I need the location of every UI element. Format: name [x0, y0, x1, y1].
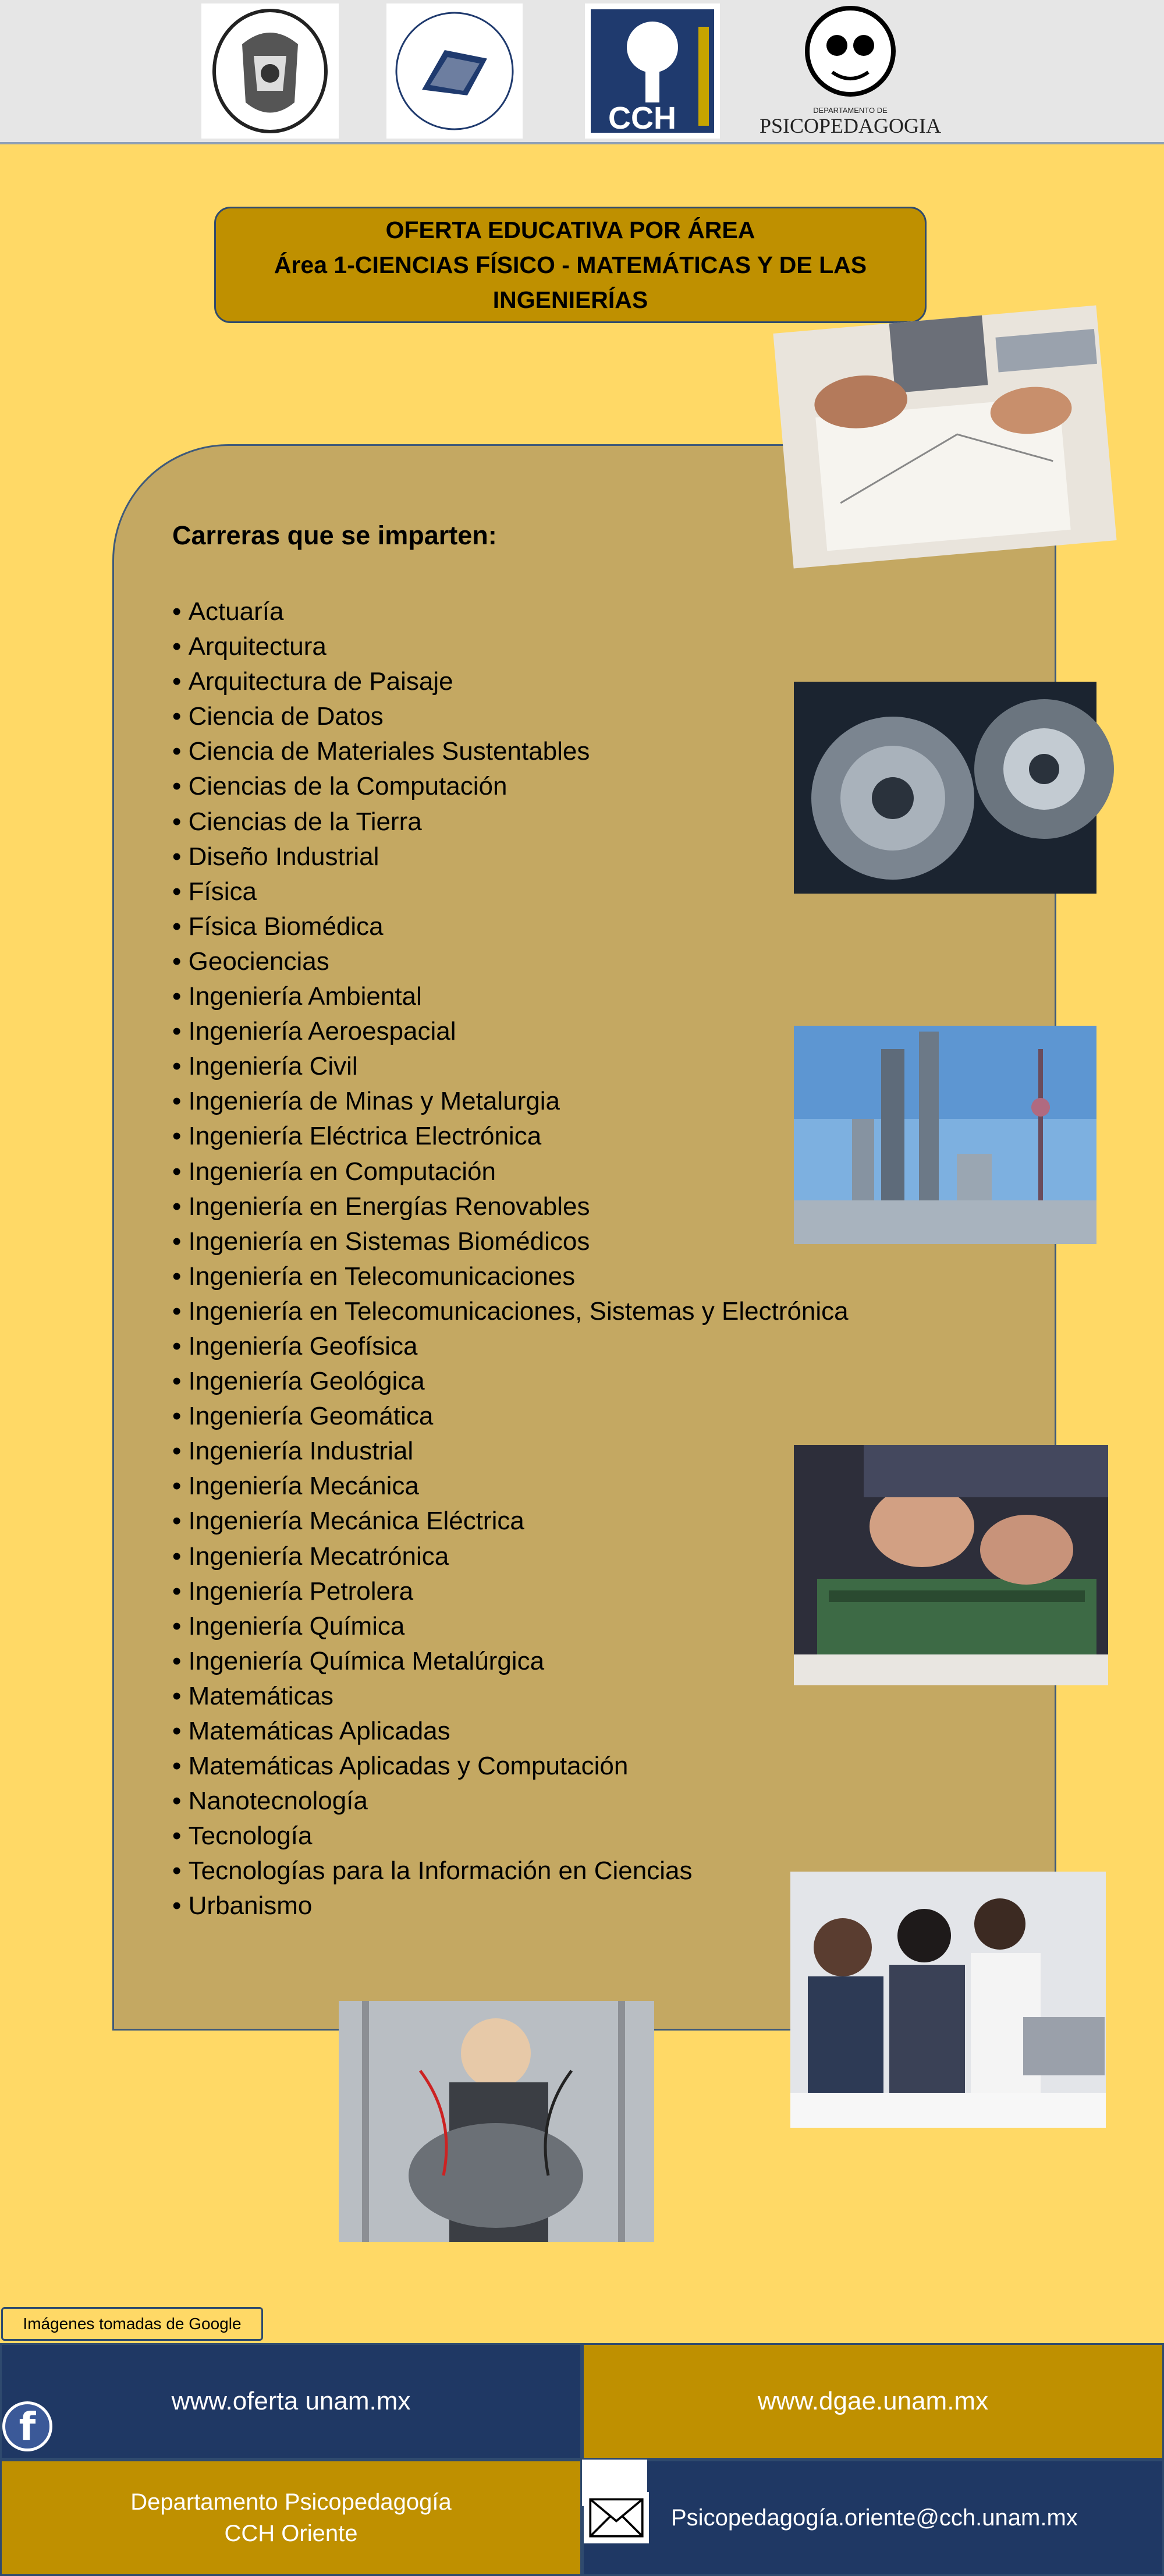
career-item: • Ingeniería Aeroespacial — [172, 1014, 849, 1049]
facebook-icon[interactable]: f — [2, 2401, 52, 2451]
careers-list — [172, 594, 849, 1924]
dgae-unam-link[interactable]: www.dgae.unam.mx — [582, 2343, 1164, 2460]
department-info — [0, 2460, 582, 2576]
career-item: • Ingeniería Química — [172, 1609, 849, 1644]
mail-icon — [584, 2492, 649, 2543]
career-item: • Ingeniería Mecánica — [172, 1469, 849, 1504]
career-item: • Ingeniería en Energías Renovables — [172, 1189, 849, 1224]
title-line-1: OFERTA EDUCATIVA POR ÁREA — [385, 217, 755, 243]
career-item: • Ingeniería Geomática — [172, 1399, 849, 1434]
career-item: • Física — [172, 874, 849, 909]
career-item: • Diseño Industrial — [172, 839, 849, 874]
careers-heading: Carreras que se imparten: — [172, 520, 497, 550]
career-item: • Ingeniería Civil — [172, 1049, 849, 1084]
career-item: • Geociencias — [172, 944, 849, 979]
cch-oriente-logo — [585, 3, 720, 139]
svg-text:DEPARTAMENTO DE: DEPARTAMENTO DE — [813, 106, 888, 115]
photo-architect-drawing — [773, 305, 1116, 568]
career-item: • Ingeniería en Telecomunicaciones, Sistemas y Electrónica — [172, 1294, 849, 1329]
title-line-2: Área 1-CIENCIAS FÍSICO - MATEMÁTICAS Y DE LAS — [274, 251, 867, 278]
footer-grid — [0, 2343, 1164, 2576]
career-item: • Ingeniería Industrial — [172, 1434, 849, 1469]
unam-shield-logo — [201, 3, 339, 139]
career-item: • Ingeniería Eléctrica Electrónica — [172, 1119, 849, 1154]
photo-students-laptop — [790, 1872, 1106, 2128]
career-item: • Física Biomédica — [172, 909, 849, 944]
career-item: • Ciencia de Materiales Sustentables — [172, 734, 849, 769]
career-item: • Ingeniería Mecatrónica — [172, 1539, 849, 1574]
career-item: • Ingeniería Geofísica — [172, 1329, 849, 1364]
cch-college-logo — [386, 3, 523, 139]
contact-email-link[interactable] — [582, 2460, 1164, 2576]
header-bar — [0, 0, 1164, 144]
oferta-unam-link[interactable]: www.oferta unam.mx — [0, 2343, 582, 2460]
career-item: • Matemáticas — [172, 1679, 849, 1714]
image-credit-label: Imágenes tomadas de Google — [1, 2307, 263, 2341]
career-item: • Ingeniería Ambiental — [172, 979, 849, 1014]
career-item: • Nanotecnología — [172, 1784, 849, 1819]
area-title-box — [214, 207, 927, 323]
career-item: • Ciencias de la Computación — [172, 769, 849, 804]
svg-text:CCH: CCH — [608, 101, 676, 136]
career-item: • Ingeniería Química Metalúrgica — [172, 1644, 849, 1679]
career-item: • Matemáticas Aplicadas y Computación — [172, 1749, 849, 1784]
title-line-3: INGENIERÍAS — [492, 286, 648, 313]
career-item: • Tecnologías para la Información en Ciencias — [172, 1854, 849, 1888]
career-item: • Ingeniería en Sistemas Biomédicos — [172, 1224, 849, 1259]
career-item: • Actuaría — [172, 594, 849, 629]
career-item: • Ingeniería de Minas y Metalurgia — [172, 1084, 849, 1119]
psicopedagogia-logo — [759, 3, 942, 139]
career-item: • Tecnología — [172, 1819, 849, 1854]
department-name: Departamento Psicopedagogía — [130, 2489, 452, 2515]
career-item: • Ingeniería en Telecomunicaciones — [172, 1259, 849, 1294]
career-item: • Urbanismo — [172, 1888, 849, 1923]
photo-technician — [339, 2001, 654, 2242]
career-item: • Arquitectura de Paisaje — [172, 664, 849, 699]
career-item: • Ciencias de la Tierra — [172, 805, 849, 839]
career-item: • Matemáticas Aplicadas — [172, 1714, 849, 1749]
photo-circuit-board — [794, 1445, 1108, 1685]
department-campus: CCH Oriente — [224, 2521, 358, 2546]
career-item: • Ciencia de Datos — [172, 699, 849, 734]
career-item: • Ingeniería Geológica — [172, 1364, 849, 1399]
photo-gears — [794, 682, 1096, 894]
contact-email: Psicopedagogía.oriente@cch.unam.mx — [671, 2504, 1078, 2531]
career-item: • Arquitectura — [172, 629, 849, 664]
svg-text:PSICOPEDAGOGIA: PSICOPEDAGOGIA — [759, 114, 942, 137]
career-item: • Ingeniería Mecánica Eléctrica — [172, 1504, 849, 1539]
photo-city-skyline — [794, 1026, 1096, 1244]
career-item: • Ingeniería en Computación — [172, 1154, 849, 1189]
career-item: • Ingeniería Petrolera — [172, 1574, 849, 1609]
